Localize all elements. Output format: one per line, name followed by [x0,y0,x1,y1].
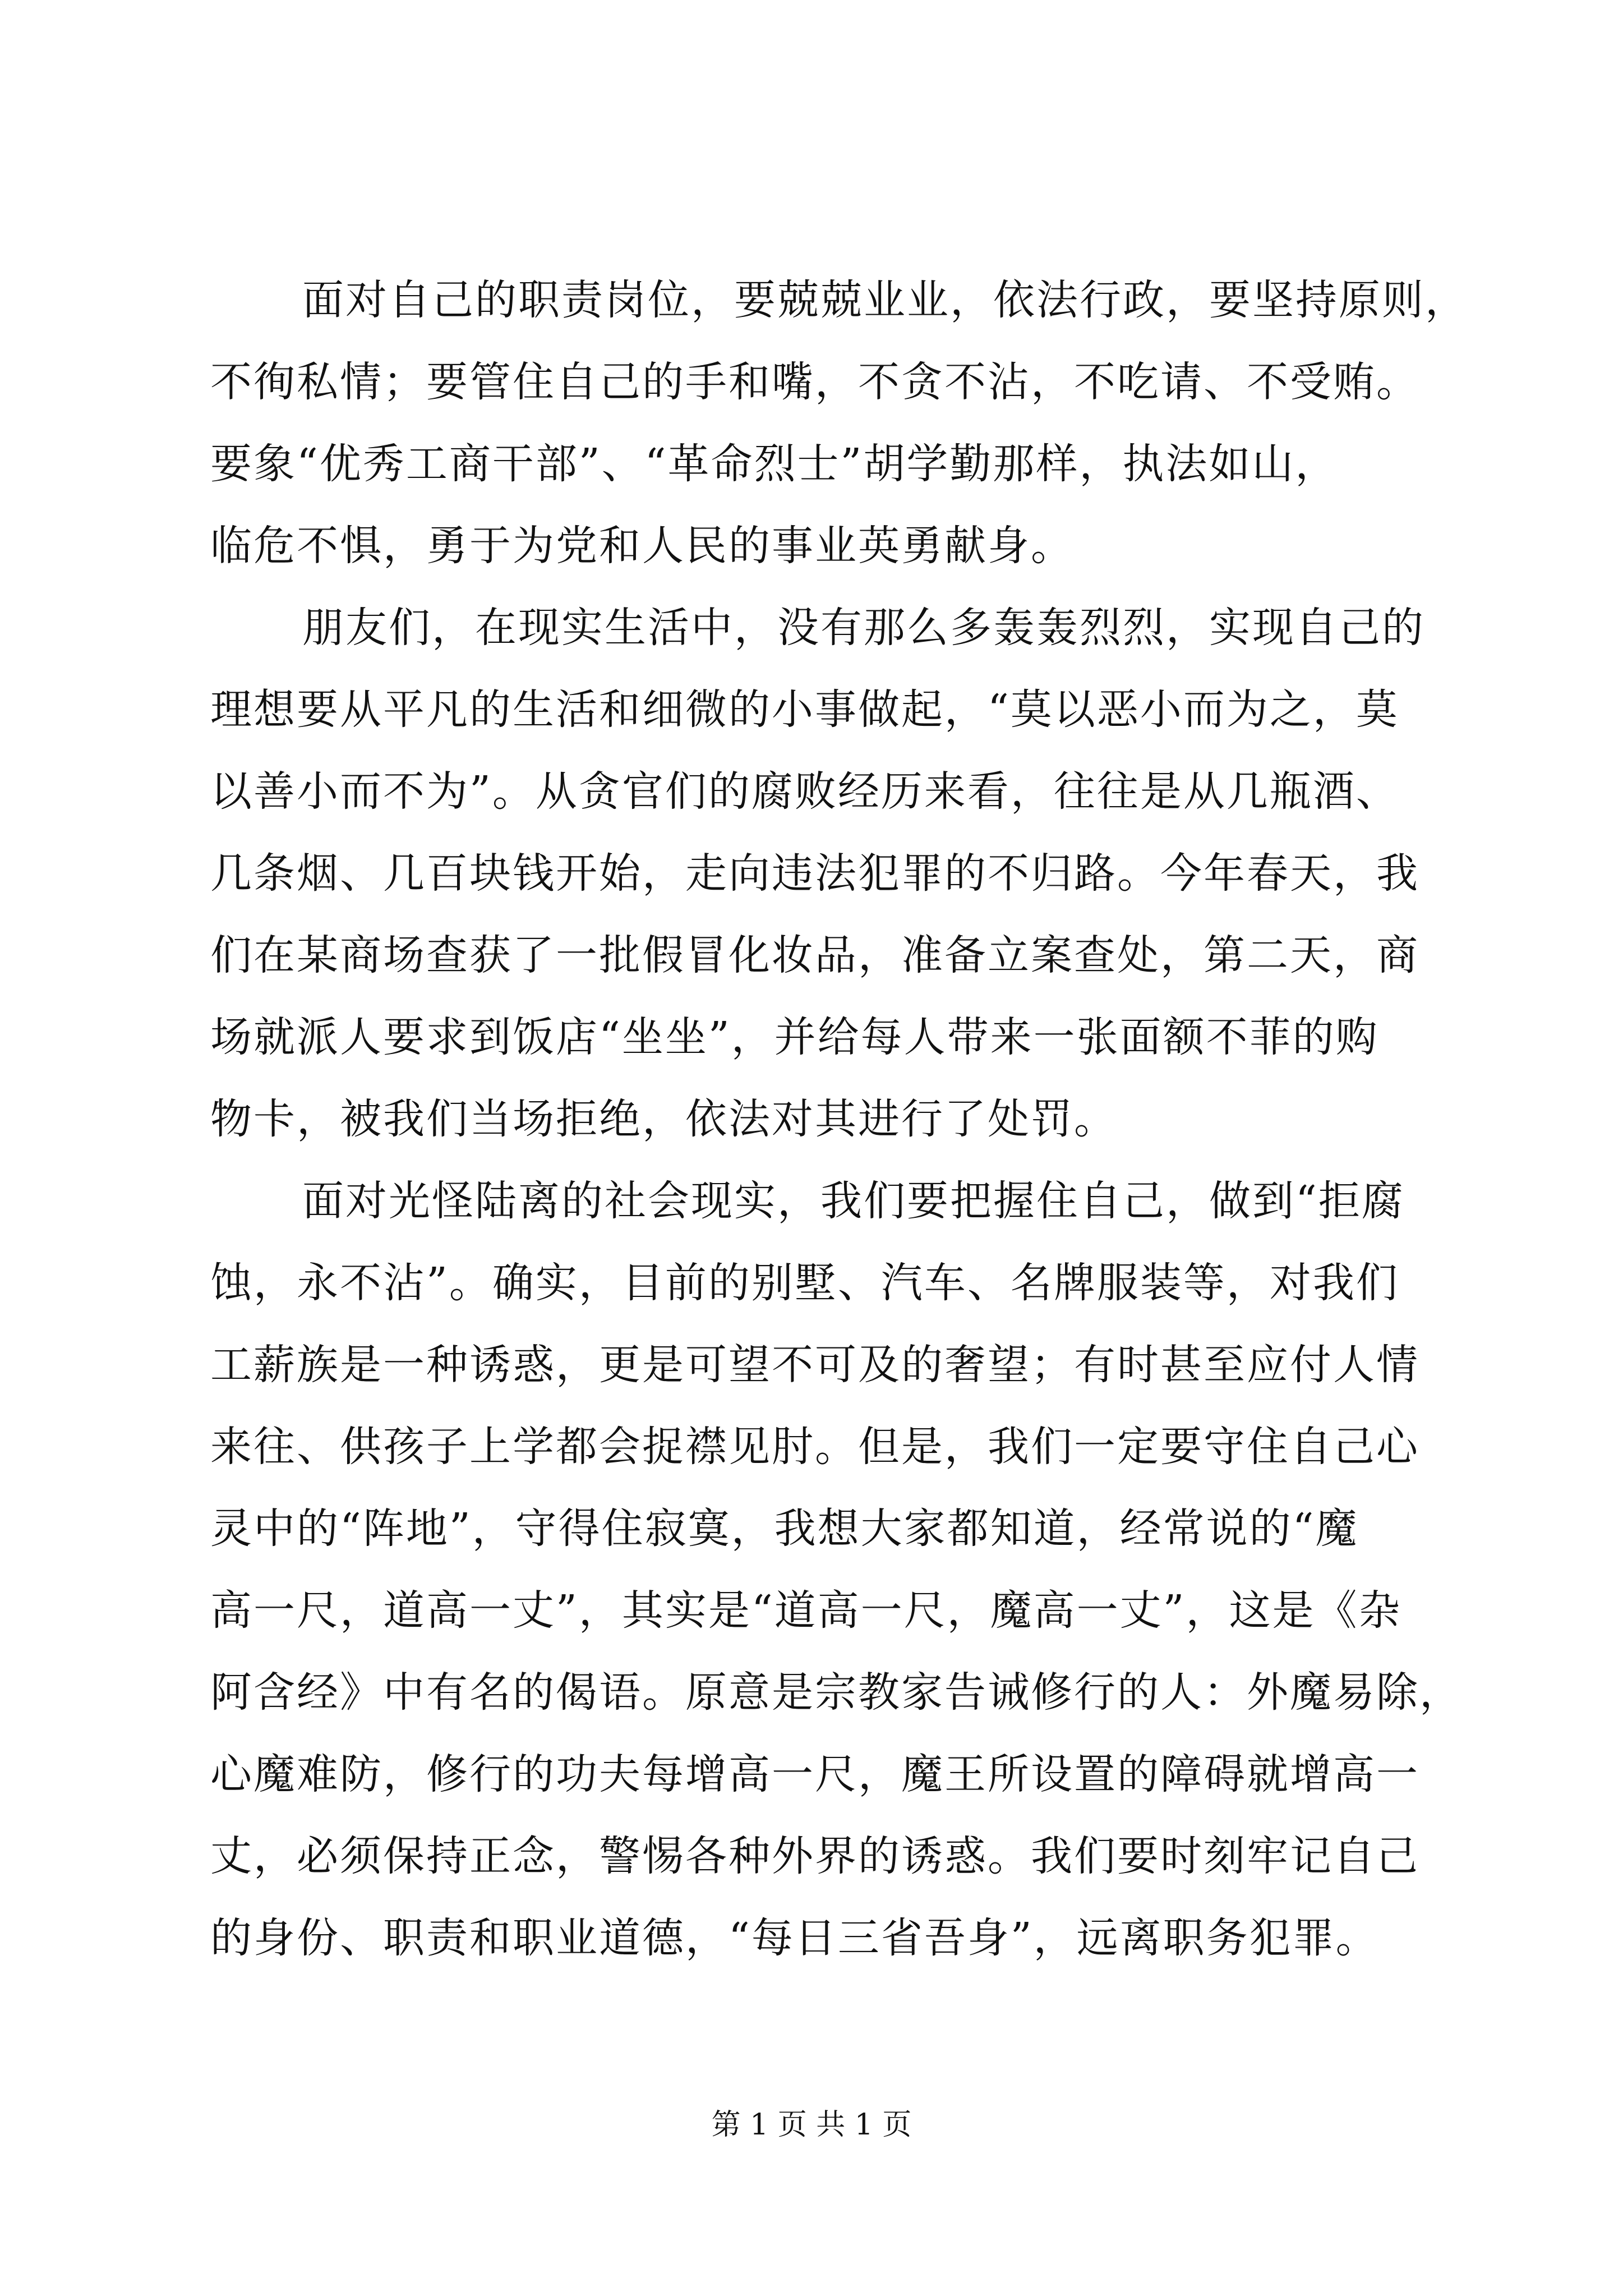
text-line: 临危不惧，勇于为党和人民的事业英勇献身。 [210,522,1074,570]
document-body [210,259,1468,1979]
text-line: 朋友们，在现实生活中，没有那么多轰轰烈烈，实现自己的 [302,604,1425,652]
text-line: 来往、供孩子上学都会捉襟见肘。但是，我们一定要守住自己心 [210,1423,1419,1471]
text-line: 面对光怪陆离的社会现实，我们要把握住自己，做到“拒腐 [302,1177,1405,1225]
text-line: 阿含经》中有名的偈语。原意是宗教家告诫修行的人：外魔易除， [210,1668,1463,1717]
text-line: 蚀，永不沾”。确实，目前的别墅、汽车、名牌服装等，对我们 [210,1259,1399,1307]
text-line: 要象“优秀工商干部”、“革命烈士”胡学勤那样，执法如山， [210,440,1339,488]
text-line: 心魔难防，修行的功夫每增高一尺，魔王所设置的障碍就增高一 [210,1750,1419,1798]
text-line: 物卡，被我们当场拒绝，依法对其进行了处罚。 [210,1095,1117,1143]
paragraph [210,1160,1463,1979]
text-line: 丈，必须保持正念，警惕各种外界的诱惑。我们要时刻牢记自己 [210,1832,1419,1880]
text-line: 面对自己的职责岗位，要兢兢业业，依法行政，要坚持原则， [302,276,1468,324]
text-line: 场就派人要求到饭店“坐坐”，并给每人带来一张面额不菲的购 [210,1013,1379,1061]
paragraph [210,259,1468,587]
paragraph [210,587,1425,1160]
text-line: 理想要从平凡的生活和细微的小事做起，“莫以恶小而为之，莫 [210,685,1399,734]
text-line: 几条烟、几百块钱开始，走向违法犯罪的不归路。今年春天，我 [210,849,1419,898]
text-line: 高一尺，道高一丈”，其实是“道高一尺，魔高一丈”，这是《杂 [210,1586,1402,1635]
text-line: 不徇私情；要管住自己的手和嘴，不贪不沾，不吃请、不受贿。 [210,358,1419,406]
text-line: 们在某商场查获了一批假冒化妆品，准备立案查处，第二天，商 [210,931,1419,979]
text-line: 工薪族是一种诱惑，更是可望不可及的奢望；有时甚至应付人情 [210,1341,1419,1389]
text-line: 灵中的“阵地”，守得住寂寞，我想大家都知道，经常说的“魔 [210,1504,1359,1553]
text-line: 以善小而不为”。从贪官们的腐败经历来看，往往是从几瓶酒、 [210,767,1399,816]
page-footer: 第 1 页 共 1 页 [711,2108,912,2142]
text-line: 的身份、职责和职业道德，“每日三省吾身”，远离职务犯罪。 [210,1914,1379,1962]
